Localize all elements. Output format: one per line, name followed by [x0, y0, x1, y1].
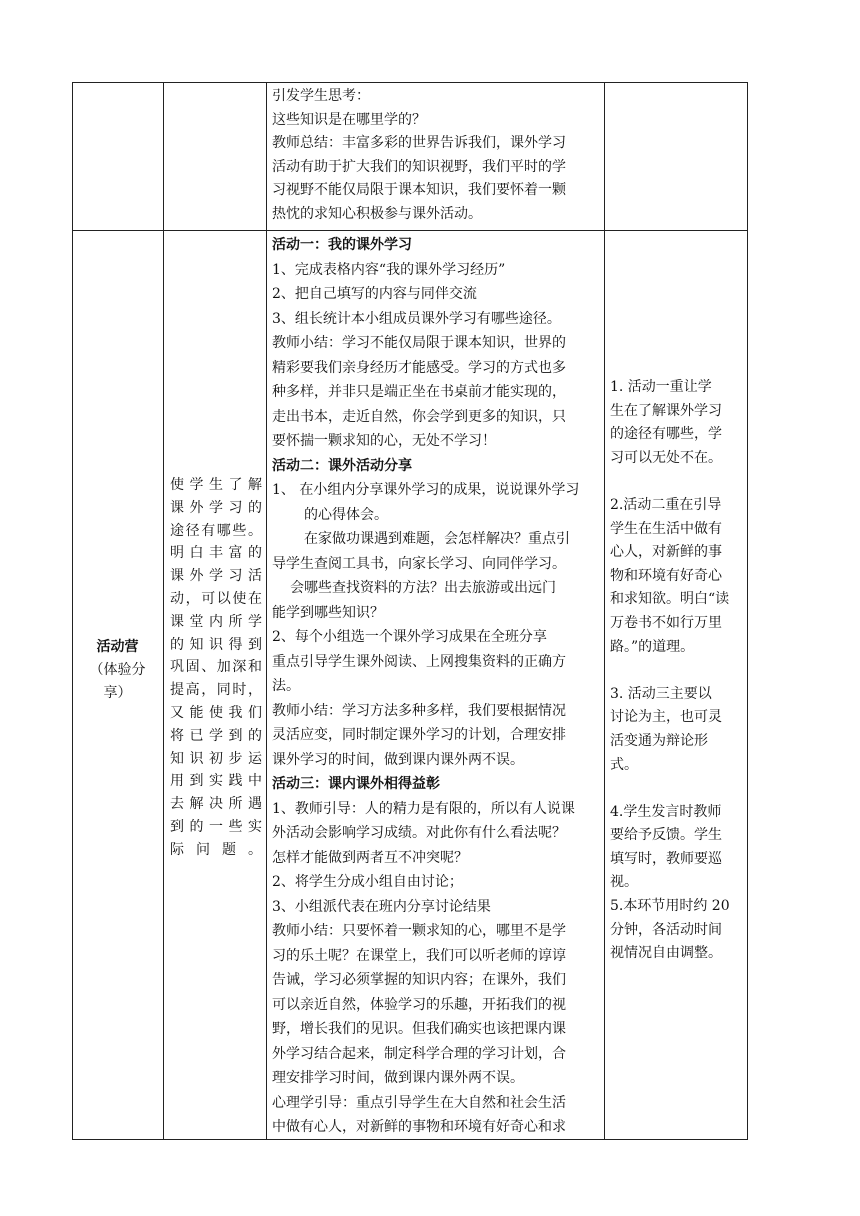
note-line: 5.本环节用时约 20	[610, 898, 730, 915]
goal-line: 途径有哪些。	[170, 522, 262, 539]
goal-line: 去解决所遇	[170, 796, 262, 813]
goal-line: 知识初步运	[170, 750, 262, 767]
note-line: 分钟，各活动时间	[610, 921, 722, 938]
content-line: 1、 在小组内分享课外学习的成果，说说课外学习	[272, 482, 580, 498]
stage-subtitle: 享）	[103, 685, 132, 701]
goal-line: 的知识得到	[170, 636, 262, 653]
content-line: 活动三：课内课外相得益彰	[272, 776, 440, 792]
content-line: 外学习结合起来，制定科学合理的学习计划，合	[272, 1045, 566, 1062]
stage-title: 活动营	[96, 639, 139, 655]
content-line: 教师小结：学习方法多种多样，我们要根据情况	[272, 702, 566, 719]
goal-line: 课外学习活	[170, 568, 262, 585]
content-line: 活动二：课外活动分享	[272, 457, 412, 474]
content-line: 会哪些查找资料的方法？出去旅游或出远门	[290, 580, 556, 596]
content-line: 怎样才能做到两者互不冲突呢？	[272, 849, 468, 866]
note-line: 万卷书不如行万里	[610, 614, 722, 631]
content-line: 理安排学习时间，做到课内课外两不误。	[272, 1070, 524, 1086]
content-line: 3、组长统计本小组成员课外学习有哪些途径。	[272, 310, 561, 327]
content-line: 精彩要我们亲身经历才能感受。学习的方式也多	[272, 359, 566, 376]
note-line: 学生在生活中做有	[610, 520, 722, 537]
content-line: 教师总结：丰富多彩的世界告诉我们，课外学习	[272, 135, 566, 152]
column-border	[747, 82, 748, 1140]
content-line: 在家做功课遇到难题，会怎样解决？重点引	[304, 531, 570, 547]
notes-cell	[610, 376, 746, 966]
content-line: 的心得体会。	[304, 506, 388, 523]
note-line	[610, 470, 746, 494]
goal-line: 际问题。	[170, 841, 262, 858]
note-line: 习可以无处不在。	[610, 449, 722, 466]
goal-line: 到的一些实	[170, 818, 262, 835]
goal-line: 提高，同时，	[170, 682, 262, 699]
note-line: 要给予反馈。学生	[610, 827, 722, 844]
note-line: 式。	[610, 756, 638, 773]
content-line: 走出书本，走近自然，你会学到更多的知识，只	[272, 408, 566, 425]
note-line: 路。”的道理。	[610, 638, 695, 655]
content-line: 重点引导学生课外阅读、上网搜集资料的正确方	[272, 653, 566, 670]
content-line: 2、把自己填写的内容与同伴交流	[272, 286, 477, 302]
note-line: 物和环境有好奇心	[610, 567, 722, 584]
content-line: 能学到哪些知识？	[272, 604, 384, 621]
content-line: 活动有助于扩大我们的知识视野，我们平时的学	[272, 158, 566, 175]
goal-line: 明白丰富的	[170, 545, 262, 562]
content-line: 活动一：我的课外学习	[272, 237, 412, 253]
content-line: 课外学习的时间，做到课内课外两不误。	[272, 751, 524, 768]
content-line: 灵活应变，同时制定课外学习的计划，合理安排	[272, 727, 566, 743]
row1-content-cell	[272, 85, 604, 230]
goal-line: 将已学到的	[170, 727, 262, 744]
content-line: 告诫，学习必须掌握的知识内容；在课外，我们	[272, 972, 566, 988]
column-border	[266, 82, 267, 1140]
goal-cell	[170, 474, 262, 862]
note-line: 生在了解课外学习	[610, 402, 722, 419]
note-line: 视情况自由调整。	[610, 945, 722, 962]
stage-subtitle: （体验分	[89, 662, 146, 678]
goal-line: 动，可以使在	[170, 590, 262, 607]
note-line: 和求知欲。明白“读	[610, 591, 730, 608]
content-line: 要怀揣一颗求知的心，无处不学习！	[272, 433, 496, 449]
content-line: 法。	[272, 678, 300, 694]
content-line: 中做有心人，对新鲜的事物和环境有好奇心和求	[272, 1119, 566, 1135]
note-line	[610, 659, 746, 683]
content-line: 心理学引导：重点引导学生在大自然和社会生活	[272, 1094, 566, 1111]
content-line: 导学生查阅工具书，向家长学习、向同伴学习。	[272, 555, 566, 572]
note-line: 填写时，教师要巡	[610, 850, 722, 867]
content-line: 习视野不能仅局限于课本知识，我们要怀着一颗	[272, 182, 566, 199]
content-line: 习的乐土呢？在课堂上，我们可以听老师的谆谆	[272, 947, 566, 964]
column-border	[163, 82, 164, 1140]
row1-notes-cell	[604, 82, 748, 230]
content-line: 1、完成表格内容“我的课外学习经历”	[272, 261, 506, 278]
note-line: 1. 活动一重让学	[610, 379, 712, 395]
goal-line: 使学生了解	[170, 477, 262, 493]
goal-line: 课堂内所学	[170, 613, 262, 630]
content-line: 种多样，并非只是端正坐在书桌前才能实现的，	[272, 384, 566, 400]
content-line: 1、教师引导：人的精力是有限的，所以有人说课	[272, 800, 575, 817]
content-line: 3、小组派代表在班内分享讨论结果	[272, 898, 491, 915]
note-line: 的途径有哪些，学	[610, 426, 722, 443]
content-line: 2、每个小组选一个课外学习成果在全班分享	[272, 629, 547, 645]
content-line: 外活动会影响学习成绩。对此你有什么看法呢？	[272, 825, 566, 841]
note-line: 3. 活动三主要以	[610, 685, 712, 702]
note-line: 4.学生发言时教师	[610, 803, 722, 820]
lesson-plan-table	[72, 82, 748, 1140]
activity-content-cell	[272, 233, 604, 1140]
note-line: 讨论为主，也可灵	[610, 709, 722, 726]
goal-line: 又能使我们	[170, 704, 262, 721]
content-line: 引发学生思考：	[272, 88, 370, 104]
goal-line: 用到实践中	[170, 773, 262, 790]
note-line: 心人，对新鲜的事	[610, 544, 722, 561]
goal-line: 巩固、加深和	[170, 659, 262, 676]
content-line: 野，增长我们的见识。但我们确实也该把课内课	[272, 1021, 566, 1037]
goal-line: 课外学习的	[170, 499, 262, 516]
content-line: 教师小结：学习不能仅局限于课本知识，世界的	[272, 335, 566, 351]
stage-cell	[72, 231, 163, 1139]
content-line: 这些知识是在哪里学的？	[272, 111, 426, 128]
note-line: 2.活动二重在引导	[610, 496, 722, 513]
content-line: 热忱的求知心积极参与课外活动。	[272, 205, 482, 222]
column-border	[604, 82, 605, 1140]
note-line: 活变通为辩论形	[610, 732, 708, 749]
note-line: 视。	[610, 874, 638, 891]
note-line	[610, 777, 746, 801]
content-line: 2、将学生分成小组自由讨论；	[272, 874, 463, 890]
content-line: 可以亲近自然，体验学习的乐趣，开拓我们的视	[272, 996, 566, 1013]
row1-goal-cell	[163, 82, 266, 230]
content-line: 教师小结：只要怀着一颗求知的心，哪里不是学	[272, 923, 566, 939]
row1-stage-cell	[72, 82, 163, 230]
row-divider	[72, 230, 748, 231]
